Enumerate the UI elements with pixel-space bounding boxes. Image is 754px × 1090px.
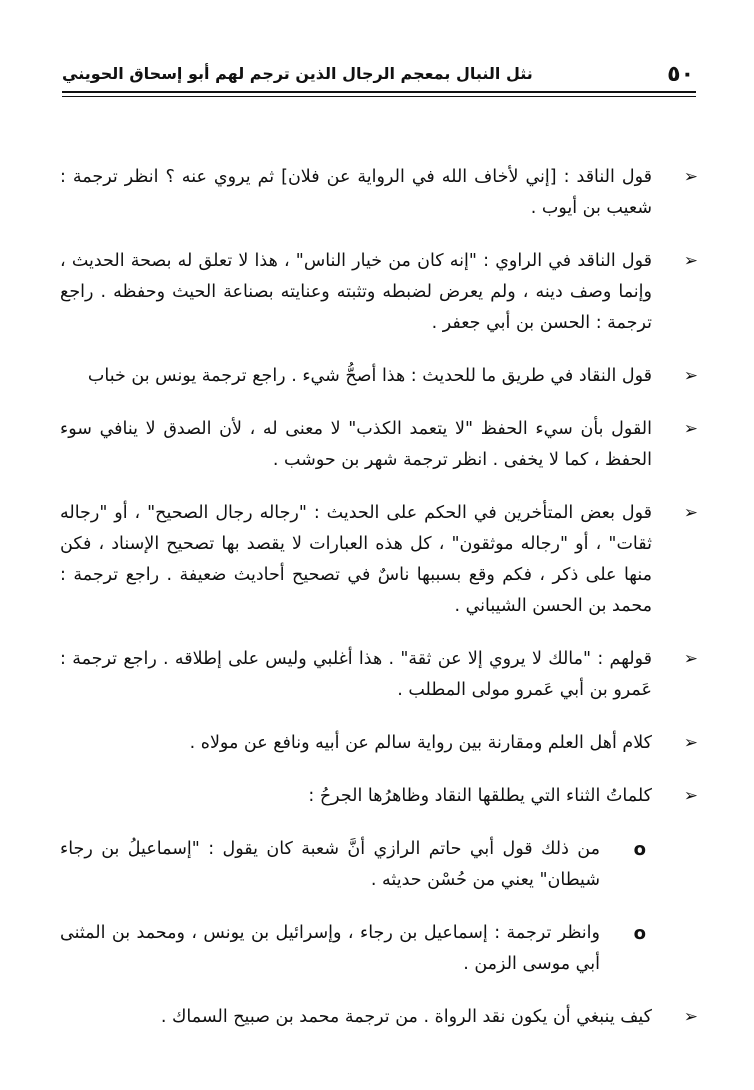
arrow-bullet-icon: ➢ — [683, 733, 698, 753]
list-item — [60, 361, 698, 392]
circle-bullet-icon: o — [633, 839, 646, 860]
running-title: نثل النبال بمعجم الرجال الذين ترجم لهم أبو إسحاق الحويني — [62, 64, 533, 83]
list-item — [60, 781, 698, 812]
arrow-bullet-icon: ➢ — [683, 366, 698, 386]
header-rule — [62, 91, 696, 93]
list-item — [60, 644, 698, 706]
list-item — [60, 728, 698, 759]
item-text: قول الناقد في الراوي : "إنه كان من خيار الناس" ، هذا لا تعلق له بصحة الحديث ، وإنما وصف دينه ، ولم يعرض لضبطه وتثبته وعنايته بصناعة الحيث وحفظه . راجع ترجمة : الحسن بن أبي جعفر . — [60, 251, 652, 333]
list-item — [60, 1002, 698, 1033]
item-text: قولهم : "مالك لا يروي إلا عن ثقة" . هذا أغلبي وليس على إطلاقه . راجع ترجمة : عَمرو بن أبي عَمرو مولى المطلب . — [60, 649, 652, 700]
list-item — [60, 246, 698, 339]
item-text: القول بأن سيء الحفظ "لا يتعمد الكذب" لا معنى له ، لأن الصدق لا ينافي سوء الحفظ ، كما لا يخفى . انظر ترجمة شهر بن حوشب . — [60, 419, 652, 470]
item-text: كلماتُ الثناء التي يطلقها النقاد وظاهرُها الجرحُ : — [308, 786, 652, 806]
item-text: قول بعض المتأخرين في الحكم على الحديث : "رجاله رجال الصحيح" ، أو "رجاله ثقات" ، أو "رجاله موثقون" ، كل هذه العبارات لا يقصد بها تصحيح الإسناد ، فكن منها على ذكر ، فكم وقع بسببها ناسٌ في تصحيح أحاديث ضعيفة . راجع ترجمة : محمد بن الحسن الشيباني . — [60, 503, 652, 616]
sub-item-text: وانظر ترجمة : إسماعيل بن رجاء ، وإسرائيل بن يونس ، ومحمد بن المثنى أبي موسى الزمن . — [60, 923, 600, 974]
list-item — [60, 162, 698, 224]
item-text: قول النقاد في طريق ما للحديث : هذا أصحُّ شيء . راجع ترجمة يونس بن خباب — [87, 366, 652, 386]
arrow-bullet-icon: ➢ — [683, 786, 698, 806]
arrow-bullet-icon: ➢ — [683, 1007, 698, 1027]
item-text: قول الناقد : [إني لأخاف الله في الرواية عن فلان] ثم يروي عنه ؟ انظر ترجمة : شعيب بن أيوب . — [60, 167, 652, 218]
sub-list-item — [60, 918, 646, 980]
page-number: ٥٠ — [667, 62, 694, 87]
arrow-bullet-icon: ➢ — [683, 251, 698, 271]
list-item — [60, 414, 698, 476]
arrow-bullet-icon: ➢ — [683, 167, 698, 187]
item-text: كلام أهل العلم ومقارنة بين رواية سالم عن أبيه ونافع عن مولاه . — [189, 733, 652, 753]
list-item — [60, 498, 698, 622]
arrow-bullet-icon: ➢ — [683, 503, 698, 523]
circle-bullet-icon: o — [633, 923, 646, 944]
page-body — [60, 162, 698, 1055]
arrow-bullet-icon: ➢ — [683, 419, 698, 439]
item-text: كيف ينبغي أن يكون نقد الرواة . من ترجمة محمد بن صبيح السماك . — [160, 1007, 652, 1027]
sub-item-text: من ذلك قول أبي حاتم الرازي أنَّ شعبة كان يقول : "إسماعيلُ بن رجاء شيطان" يعني من حُسْن حديثه . — [60, 839, 600, 890]
sub-list-item — [60, 834, 646, 896]
header-rule-thin — [62, 96, 696, 97]
arrow-bullet-icon: ➢ — [683, 649, 698, 669]
